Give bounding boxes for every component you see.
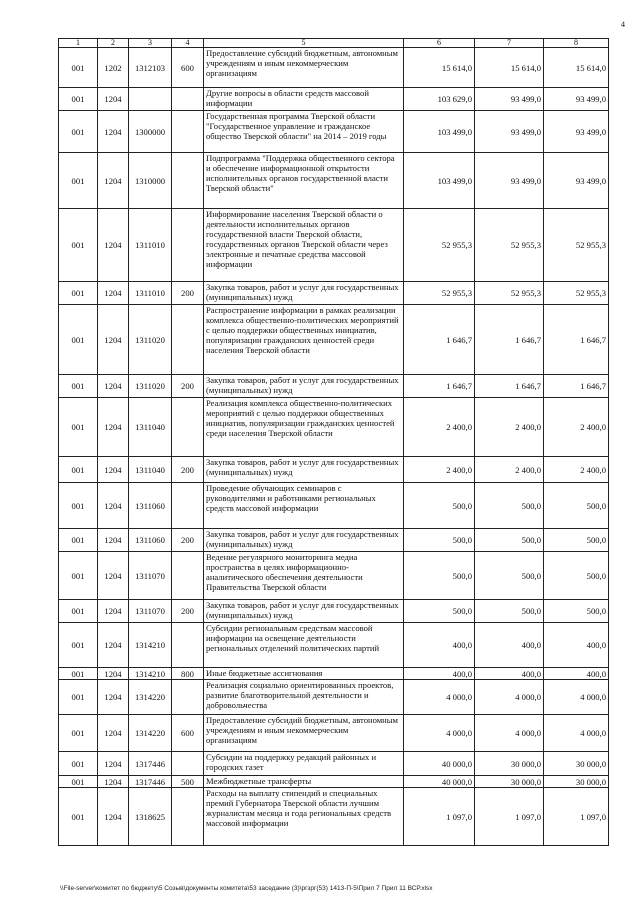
amount-col-6: 500,0 xyxy=(404,552,475,600)
target-article-code: 1311020 xyxy=(129,305,172,375)
amount-col-7: 30 000,0 xyxy=(475,752,544,776)
amount-col-7: 30 000,0 xyxy=(475,776,544,788)
amount-col-6: 52 955,3 xyxy=(404,209,475,282)
section-code: 1204 xyxy=(98,623,129,668)
amount-col-7: 4 000,0 xyxy=(475,715,544,752)
section-code: 1204 xyxy=(98,111,129,153)
amount-col-8: 93 499,0 xyxy=(544,88,609,111)
ministry-code: 001 xyxy=(59,715,98,752)
budget-table xyxy=(58,38,609,846)
amount-col-6: 2 400,0 xyxy=(404,398,475,457)
target-article-code: 1311060 xyxy=(129,483,172,529)
expense-type-code xyxy=(172,305,204,375)
section-code: 1204 xyxy=(98,668,129,680)
section-code: 1204 xyxy=(98,153,129,209)
amount-col-7: 500,0 xyxy=(475,552,544,600)
expense-type-code: 600 xyxy=(172,48,204,88)
expense-type-code xyxy=(172,111,204,153)
ministry-code: 001 xyxy=(59,776,98,788)
amount-col-7: 2 400,0 xyxy=(475,398,544,457)
amount-col-6: 40 000,0 xyxy=(404,776,475,788)
header-cell: 5 xyxy=(204,39,404,48)
section-code: 1204 xyxy=(98,88,129,111)
expense-type-code: 200 xyxy=(172,600,204,623)
amount-col-7: 500,0 xyxy=(475,483,544,529)
ministry-code: 001 xyxy=(59,111,98,153)
section-code: 1204 xyxy=(98,209,129,282)
amount-col-6: 103 499,0 xyxy=(404,153,475,209)
item-name: Субсидии региональным средствам массовой информации на освещение деятельности региональных отделений политических партий xyxy=(204,623,404,668)
section-code: 1204 xyxy=(98,788,129,846)
item-name: Информирование населения Тверской области о деятельности исполнительных органов государственной власти Тверской области, государственных органов Тверской области через электронные и печатные средства массовой информации xyxy=(204,209,404,282)
expense-type-code: 200 xyxy=(172,375,204,398)
ministry-code: 001 xyxy=(59,375,98,398)
ministry-code: 001 xyxy=(59,752,98,776)
amount-col-7: 1 646,7 xyxy=(475,305,544,375)
expense-type-code: 200 xyxy=(172,282,204,305)
expense-type-code xyxy=(172,398,204,457)
amount-col-8: 1 646,7 xyxy=(544,375,609,398)
table-row xyxy=(59,623,609,668)
amount-col-8: 93 499,0 xyxy=(544,111,609,153)
header-cell: 2 xyxy=(98,39,129,48)
ministry-code: 001 xyxy=(59,209,98,282)
file-path-footer: \\File-server\комитет по бюджету\5 Созыв\документы комитета\53 заседание (3)\ргзрг(53) 1413-П-5\Прил 7 Прил 11 ВСР.xlsx xyxy=(60,885,433,892)
page-number: 4 xyxy=(621,20,625,29)
item-name: Реализация комплекса общественно-политических мероприятий с целью поддержки общественных инициатив, популяризации гражданских ценностей среди населения Тверской области xyxy=(204,398,404,457)
amount-col-8: 2 400,0 xyxy=(544,398,609,457)
expense-type-code: 500 xyxy=(172,776,204,788)
table-row xyxy=(59,111,609,153)
amount-col-6: 500,0 xyxy=(404,529,475,552)
header-cell: 4 xyxy=(172,39,204,48)
table-row xyxy=(59,715,609,752)
table-header-row xyxy=(59,39,609,48)
table-row xyxy=(59,483,609,529)
ministry-code: 001 xyxy=(59,600,98,623)
item-name: Закупка товаров, работ и услуг для государственных (муниципальных) нужд xyxy=(204,600,404,623)
amount-col-6: 1 646,7 xyxy=(404,305,475,375)
expense-type-code: 800 xyxy=(172,668,204,680)
amount-col-6: 500,0 xyxy=(404,600,475,623)
section-code: 1204 xyxy=(98,398,129,457)
expense-type-code xyxy=(172,788,204,846)
target-article-code: 1318625 xyxy=(129,788,172,846)
section-code: 1204 xyxy=(98,457,129,483)
ministry-code: 001 xyxy=(59,48,98,88)
amount-col-7: 400,0 xyxy=(475,623,544,668)
item-name: Проведение обучающих семинаров с руководителями и работниками региональных средств массовой информации xyxy=(204,483,404,529)
item-name: Закупка товаров, работ и услуг для государственных (муниципальных) нужд xyxy=(204,375,404,398)
amount-col-6: 103 629,0 xyxy=(404,88,475,111)
amount-col-8: 30 000,0 xyxy=(544,776,609,788)
amount-col-8: 500,0 xyxy=(544,552,609,600)
section-code: 1204 xyxy=(98,752,129,776)
expense-type-code: 600 xyxy=(172,715,204,752)
amount-col-8: 52 955,3 xyxy=(544,209,609,282)
target-article-code: 1314220 xyxy=(129,715,172,752)
table-row xyxy=(59,457,609,483)
ministry-code: 001 xyxy=(59,398,98,457)
target-article-code: 1311040 xyxy=(129,398,172,457)
target-article-code: 1312103 xyxy=(129,48,172,88)
item-name: Закупка товаров, работ и услуг для государственных (муниципальных) нужд xyxy=(204,529,404,552)
ministry-code: 001 xyxy=(59,680,98,715)
amount-col-7: 500,0 xyxy=(475,529,544,552)
amount-col-6: 1 646,7 xyxy=(404,375,475,398)
table-row xyxy=(59,305,609,375)
amount-col-6: 52 955,3 xyxy=(404,282,475,305)
item-name: Закупка товаров, работ и услуг для государственных (муниципальных) нужд xyxy=(204,457,404,483)
amount-col-6: 4 000,0 xyxy=(404,715,475,752)
target-article-code: 1300000 xyxy=(129,111,172,153)
amount-col-8: 400,0 xyxy=(544,623,609,668)
ministry-code: 001 xyxy=(59,88,98,111)
item-name: Государственная программа Тверской области "Государственное управление и гражданское общество Тверской области" на 2014 – 2019 годы xyxy=(204,111,404,153)
section-code: 1204 xyxy=(98,552,129,600)
ministry-code: 001 xyxy=(59,668,98,680)
target-article-code: 1317446 xyxy=(129,752,172,776)
amount-col-7: 93 499,0 xyxy=(475,111,544,153)
section-code: 1204 xyxy=(98,483,129,529)
target-article-code: 1310000 xyxy=(129,153,172,209)
section-code: 1204 xyxy=(98,305,129,375)
amount-col-8: 400,0 xyxy=(544,668,609,680)
section-code: 1204 xyxy=(98,776,129,788)
table-row xyxy=(59,88,609,111)
target-article-code: 1311070 xyxy=(129,600,172,623)
expense-type-code xyxy=(172,752,204,776)
expense-type-code: 200 xyxy=(172,457,204,483)
ministry-code: 001 xyxy=(59,788,98,846)
amount-col-7: 93 499,0 xyxy=(475,88,544,111)
target-article-code: 1311040 xyxy=(129,457,172,483)
section-code: 1204 xyxy=(98,715,129,752)
amount-col-8: 1 097,0 xyxy=(544,788,609,846)
amount-col-6: 2 400,0 xyxy=(404,457,475,483)
target-article-code: 1314220 xyxy=(129,680,172,715)
table-row xyxy=(59,375,609,398)
amount-col-8: 2 400,0 xyxy=(544,457,609,483)
target-article-code: 1311020 xyxy=(129,375,172,398)
amount-col-8: 500,0 xyxy=(544,600,609,623)
section-code: 1204 xyxy=(98,529,129,552)
amount-col-6: 103 499,0 xyxy=(404,111,475,153)
target-article-code: 1311060 xyxy=(129,529,172,552)
item-name: Иные бюджетные ассигнования xyxy=(204,668,404,680)
target-article-code: 1311010 xyxy=(129,209,172,282)
amount-col-6: 500,0 xyxy=(404,483,475,529)
table-row xyxy=(59,153,609,209)
item-name: Реализация социально ориентированных проектов, развитие благотворительной деятельности и добровольчества xyxy=(204,680,404,715)
ministry-code: 001 xyxy=(59,623,98,668)
section-code: 1204 xyxy=(98,375,129,398)
amount-col-7: 15 614,0 xyxy=(475,48,544,88)
ministry-code: 001 xyxy=(59,153,98,209)
amount-col-7: 1 097,0 xyxy=(475,788,544,846)
ministry-code: 001 xyxy=(59,282,98,305)
table-row xyxy=(59,529,609,552)
amount-col-6: 400,0 xyxy=(404,623,475,668)
amount-col-7: 500,0 xyxy=(475,600,544,623)
amount-col-7: 1 646,7 xyxy=(475,375,544,398)
target-article-code: 1314210 xyxy=(129,623,172,668)
target-article-code: 1311070 xyxy=(129,552,172,600)
section-code: 1202 xyxy=(98,48,129,88)
target-article-code xyxy=(129,88,172,111)
expense-type-code xyxy=(172,209,204,282)
ministry-code: 001 xyxy=(59,305,98,375)
amount-col-7: 52 955,3 xyxy=(475,209,544,282)
item-name: Распространение информации в рамках реализации комплекса общественно-политических мероприятий с целью поддержки общественных инициатив, популяризации гражданских ценностей среди населения Тверской области xyxy=(204,305,404,375)
expense-type-code xyxy=(172,88,204,111)
item-name: Расходы на выплату стипендий и специальных премий Губернатора Тверской области лучшим журналистам месяца и года региональных средств массовой информации xyxy=(204,788,404,846)
table-row xyxy=(59,552,609,600)
ministry-code: 001 xyxy=(59,552,98,600)
section-code: 1204 xyxy=(98,680,129,715)
item-name: Ведение регулярного мониторинга медиа пространства в целях информационно-аналитического обеспечения деятельности Правительства Тверской области xyxy=(204,552,404,600)
table-row xyxy=(59,752,609,776)
item-name: Предоставление субсидий бюджетным, автономным учреждениям и иным некоммерческим организациям xyxy=(204,48,404,88)
amount-col-7: 93 499,0 xyxy=(475,153,544,209)
expense-type-code xyxy=(172,153,204,209)
item-name: Межбюджетные трансферты xyxy=(204,776,404,788)
amount-col-6: 40 000,0 xyxy=(404,752,475,776)
header-cell: 8 xyxy=(544,39,609,48)
section-code: 1204 xyxy=(98,282,129,305)
amount-col-7: 2 400,0 xyxy=(475,457,544,483)
ministry-code: 001 xyxy=(59,529,98,552)
item-name: Предоставление субсидий бюджетным, автономным учреждениям и иным некоммерческим организациям xyxy=(204,715,404,752)
amount-col-8: 500,0 xyxy=(544,483,609,529)
expense-type-code: 200 xyxy=(172,529,204,552)
amount-col-7: 52 955,3 xyxy=(475,282,544,305)
expense-type-code xyxy=(172,680,204,715)
table-row xyxy=(59,282,609,305)
header-cell: 1 xyxy=(59,39,98,48)
expense-type-code xyxy=(172,483,204,529)
amount-col-6: 400,0 xyxy=(404,668,475,680)
header-cell: 7 xyxy=(475,39,544,48)
ministry-code: 001 xyxy=(59,457,98,483)
item-name: Субсидии на поддержку редакций районных и городских газет xyxy=(204,752,404,776)
amount-col-6: 15 614,0 xyxy=(404,48,475,88)
expense-type-code xyxy=(172,623,204,668)
target-article-code: 1314210 xyxy=(129,668,172,680)
table-row xyxy=(59,668,609,680)
amount-col-7: 400,0 xyxy=(475,668,544,680)
amount-col-7: 4 000,0 xyxy=(475,680,544,715)
section-code: 1204 xyxy=(98,600,129,623)
amount-col-8: 52 955,3 xyxy=(544,282,609,305)
item-name: Подпрограмма "Поддержка общественного сектора и обеспечение информационной открытости исполнительных органов государственной власти Тверской области" xyxy=(204,153,404,209)
amount-col-6: 1 097,0 xyxy=(404,788,475,846)
amount-col-6: 4 000,0 xyxy=(404,680,475,715)
amount-col-8: 15 614,0 xyxy=(544,48,609,88)
table-row xyxy=(59,788,609,846)
table-row xyxy=(59,209,609,282)
amount-col-8: 30 000,0 xyxy=(544,752,609,776)
expense-type-code xyxy=(172,552,204,600)
amount-col-8: 93 499,0 xyxy=(544,153,609,209)
amount-col-8: 4 000,0 xyxy=(544,680,609,715)
amount-col-8: 1 646,7 xyxy=(544,305,609,375)
table-row xyxy=(59,398,609,457)
table-row xyxy=(59,776,609,788)
target-article-code: 1311010 xyxy=(129,282,172,305)
table-row xyxy=(59,600,609,623)
table-row xyxy=(59,48,609,88)
header-cell: 6 xyxy=(404,39,475,48)
table-row xyxy=(59,680,609,715)
header-cell: 3 xyxy=(129,39,172,48)
item-name: Другие вопросы в области средств массовой информации xyxy=(204,88,404,111)
amount-col-8: 4 000,0 xyxy=(544,715,609,752)
ministry-code: 001 xyxy=(59,483,98,529)
target-article-code: 1317446 xyxy=(129,776,172,788)
amount-col-8: 500,0 xyxy=(544,529,609,552)
item-name: Закупка товаров, работ и услуг для государственных (муниципальных) нужд xyxy=(204,282,404,305)
